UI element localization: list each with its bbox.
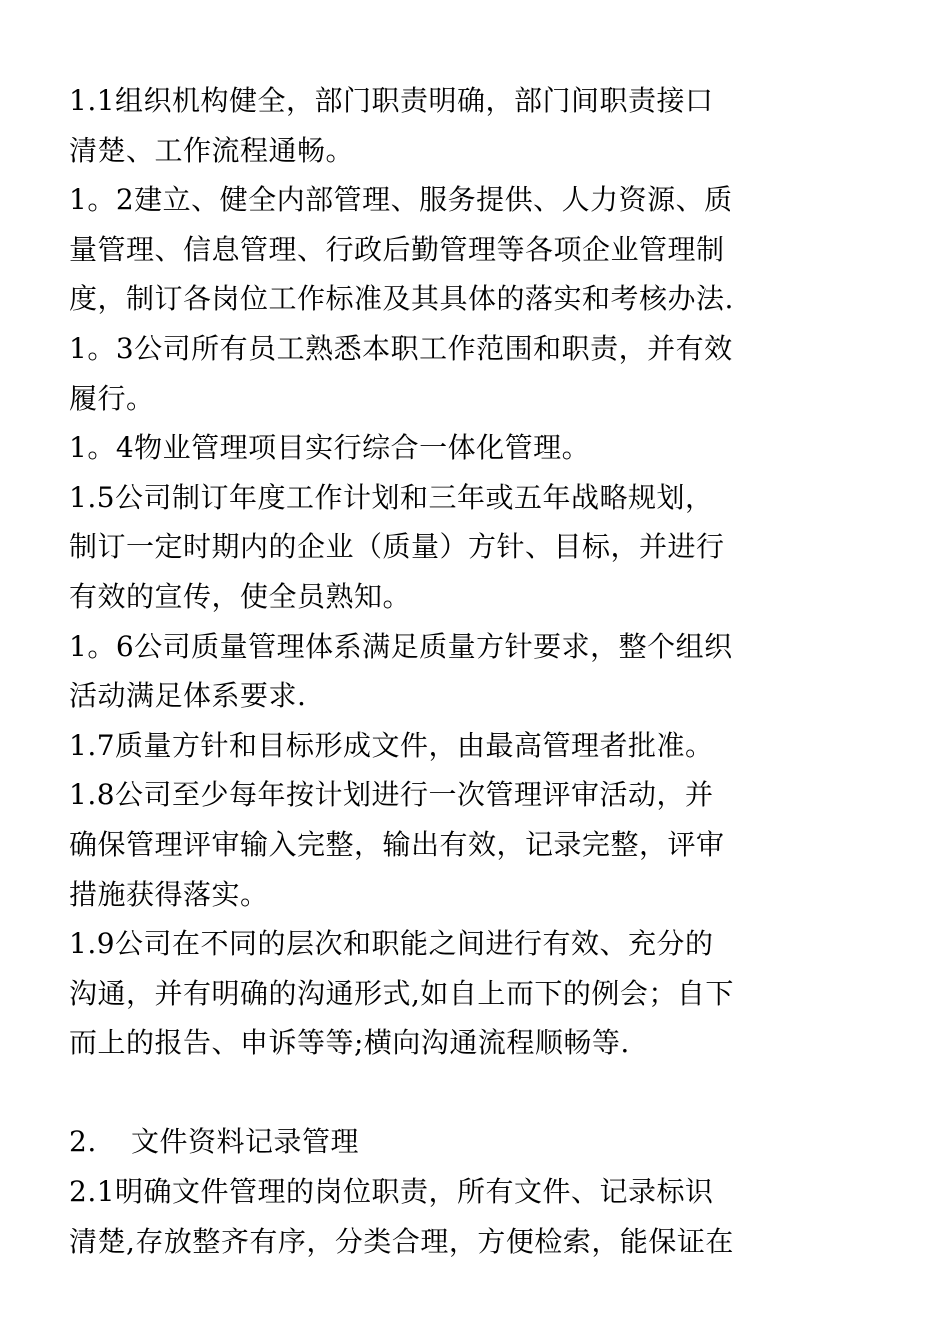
- section-title: 文件资料记录管理: [131, 1125, 360, 1159]
- text-line: 有效的宣传，使全员熟知。: [69, 579, 412, 613]
- text-line: 度，制订各岗位工作标准及其具体的落实和考核办法.: [69, 282, 734, 316]
- paragraph-1-6: [69, 622, 809, 721]
- document-page: [69, 76, 809, 1266]
- paragraph-1-4: [69, 423, 809, 473]
- text-line: 1。3公司所有员工熟悉本职工作范围和职责，并有效: [69, 331, 733, 365]
- text-line: 1.5公司制订年度工作计划和三年或五年战略规划，: [69, 480, 714, 514]
- text-line: 活动满足体系要求.: [69, 679, 307, 713]
- paragraph-1-2: [69, 175, 809, 324]
- paragraph-1-5: [69, 473, 809, 622]
- text-line: 清楚、工作流程通畅。: [69, 133, 355, 167]
- text-line: 量管理、信息管理、行政后勤管理等各项企业管理制: [69, 232, 725, 266]
- paragraph-2-1: [69, 1167, 809, 1266]
- text-line: 1。2建立、健全内部管理、服务提供、人力资源、质: [69, 183, 733, 217]
- text-line: 1.8公司至少每年按计划进行一次管理评审活动，并: [69, 778, 714, 812]
- text-line: 沟通，并有明确的沟通形式,如自上而下的例会；自下: [69, 976, 734, 1010]
- paragraph-1-3: [69, 324, 809, 423]
- blank-line: [69, 1068, 809, 1118]
- paragraph-1-7: [69, 721, 809, 771]
- text-line: 而上的报告、申诉等等;横向沟通流程顺畅等.: [69, 1026, 630, 1060]
- paragraph-1-1: [69, 76, 809, 175]
- text-line: 1。6公司质量管理体系满足质量方针要求，整个组织: [69, 629, 733, 663]
- paragraph-1-8: [69, 770, 809, 919]
- text-line: 确保管理评审输入完整，输出有效，记录完整，评审: [69, 827, 725, 861]
- section-2-heading: [69, 1117, 809, 1167]
- text-line: 制订一定时期内的企业（质量）方针、目标，并进行: [69, 530, 725, 564]
- text-line: 措施获得落实。: [69, 877, 269, 911]
- paragraph-1-9: [69, 919, 809, 1068]
- text-line: 清楚,存放整齐有序，分类合理，方便检索，能保证在: [69, 1224, 734, 1258]
- text-line: 1.9公司在不同的层次和职能之间进行有效、充分的: [69, 927, 714, 961]
- text-line: 2.1明确文件管理的岗位职责，所有文件、记录标识: [69, 1175, 714, 1209]
- text-line: 履行。: [69, 381, 155, 415]
- text-line: 1.1组织机构健全，部门职责明确，部门间职责接口: [69, 84, 714, 117]
- text-line: 1。4物业管理项目实行综合一体化管理。: [69, 431, 591, 465]
- text-line: 1.7质量方针和目标形成文件，由最高管理者批准。: [69, 728, 714, 762]
- section-number: 2.: [69, 1125, 97, 1159]
